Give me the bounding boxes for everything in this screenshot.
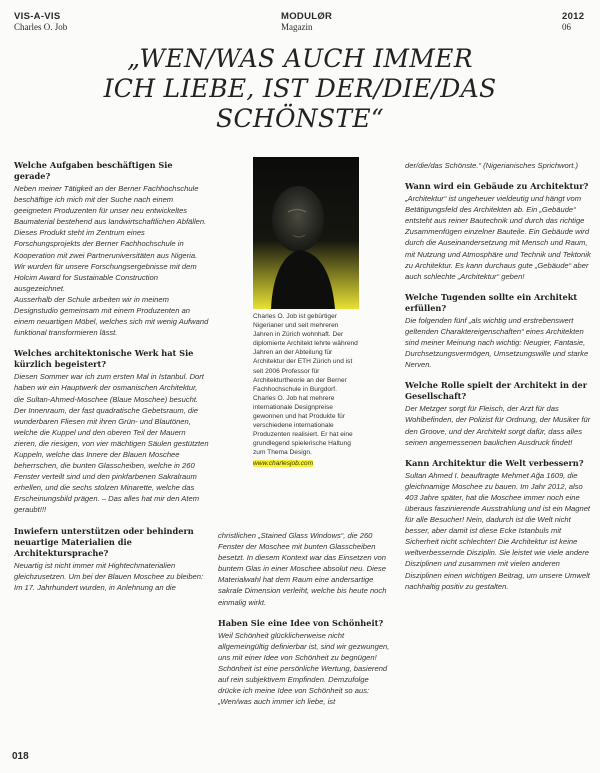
- column-middle: [218, 530, 393, 717]
- issue-number: 06: [562, 22, 571, 32]
- question-3: Inwiefern unterstützen oder behindern neuartige Materialien die Architektursprache?: [14, 525, 194, 558]
- answer-4-continued: der/die/das Schönste.“ (Nigerianisches Sprichwort.): [405, 161, 579, 170]
- answer-1b: Ausserhalb der Schule arbeiten wir in meinem Designstudio gemeinsam mit einem Produzenten an einem neuartigen Möbel, welches sich mit wenig Aufwand funktional transformieren lässt.: [14, 294, 209, 338]
- answer-7: Der Metzger sorgt für Fleisch, der Arzt für das Wohlbefinden, der Polizist für Ordnung, der Musiker für den Groove, und der Architekt sorgt dafür, dass alles seinen angemessenen baulichen Ausdruck findet!: [405, 404, 591, 447]
- answer-6: Die folgenden fünf „als wichtig und erstrebenswert geltenden Charaktereigenschaften“ eines Architekten sind meiner Meinung nach wichtig: Neugier, Fantasie, Durchsetzungsvermögen, Umsetzungswille und starke Nerven.: [405, 315, 589, 370]
- question-2: Welches architektonische Werk hat Sie kürzlich begeistert?: [14, 348, 194, 370]
- magazine-subtitle: Magazin: [281, 22, 313, 32]
- answer-8: Sultan Ahmed I. beauftragte Mehmet Ağa 1609, die gleichnamige Moschee zu bauen. Im Jahr 2012, also 403 Jahre später, hat die Moschee immer noch eine überaus faszinierende Ausstrahlung und ist ein Magnet für alle Besucher! Nein, dadurch ist die Welt nicht besser, aber damit ist diese Ecke Istanbuls mit Sicherheit nicht schlechter! Die Architektur ist keine weltverbessernde Disziplin. Sie leistet wie viele andere Disziplinen und zusammen mit vielen anderen Disziplinen einen wichtigen Beitrag, um unsere Umwelt nachhaltig positiv zu gestalten.: [405, 470, 591, 591]
- question-1: Welche Aufgaben beschäftigen Sie gerade?: [14, 160, 173, 181]
- answer-1: Neben meiner Tätigkeit an der Berner Fachhochschule beschäftige ich mich mit der Suche nach einem geeigneten Produzenten für unser neu entwickeltes Baumaterial bestehend aus landwirtschaftlichen Abfällen. Dieses Produkt steht im Zentrum eines Forschungsprojekts der Berner Fachhochschule in Kooperation mit zwei Partneruniversitäten aus Nigeria. Wir wurden für unsere Forschungsergebnisse mit dem Holcim Award for Sustainable Construction ausgezeichnet.: [14, 184, 207, 293]
- bio-caption: [253, 312, 359, 468]
- portrait-photo: [253, 157, 359, 309]
- author-name: Charles O. Job: [14, 22, 68, 32]
- website-link[interactable]: www.charlesjob.com: [253, 459, 314, 467]
- headline: [60, 44, 540, 134]
- answer-3: Neuartig ist nicht immer mit Hightechmaterialien gleichzusetzen. Um bei der Blauen Moschee zu bleiben: Im 17. Jahrhundert wurden, in Anlehnung an die: [14, 560, 204, 592]
- answer-3-continued: christlichen „Stained Glass Windows“, die 260 Fenster der Moschee mit bunten Glasscheiben besetzt. In diesem Kontext war das Einsetzen von buntem Glas in einer Moschee absolut neu. Diese Materialwahl hat dem Raum eine andersartige sakrale Dimension verleiht, welche bis heute noch einmalig wirkt.: [218, 531, 387, 607]
- answer-5: „Architektur“ ist ungeheuer vieldeutig und hängt vom Betätigungsfeld des Architekten ab. Ein „Gebäude“ entsteht aus reiner Bautechnik und durch das richtige Zusammenfügen einzelner Bauteile. Ein Gebäude wird durch die Auseinandersetzung mit Mensch und Raum, mit Nutzung und Atmosphäre und Technik und Tektonik zu Architektur. Es kann durchaus gute „Gebäude“ aber auch schlechte „Architektur“ geben!: [405, 194, 591, 281]
- question-6: Welche Tugenden sollte ein Architekt erfüllen?: [405, 291, 578, 313]
- column-left: [14, 160, 209, 603]
- portrait-image: [253, 157, 359, 309]
- answer-4: Weil Schönheit glücklicherweise nicht allgemeingültig definierbar ist, sind wir gezwungen, uns mit einer Idee von Schönheit zu begnügen! Schönheit ist eine persönliche Wertung, basierend auf rein subjektivem Empfinden. Demzufolge drücke ich meine Idee von Schönheit so aus: „Wen/was auch immer ich liebe, ist: [218, 630, 390, 707]
- issue-year: 2012: [562, 11, 585, 22]
- answer-2: Diesen Sommer war ich zum ersten Mal in Istanbul. Dort haben wir ein Hauptwerk der osmanischen Architektur, die Sultan-Ahmed-Moschee (Blaue Moschee) besucht. Der Innenraum, der fast quadratische Gebetsraum, die wunderbaren Fliesen mit ihren Grün- und Blautönen, welche die Kuppel und den oberen Teil der Mauern zieren, die riesigen, von vier mächtigen Säulen gestützten Kuppeln, welche das Innere der Blauen Moschee beherrschen, die bunten Glasscheiben, welche in 260 Fenster verteilt sind und den pinkfarbenen Sakralraum erhellen, und die sechs stolzen Minarette, welche das Erscheinungsbild prägen. – Das alles hat mir den Atem geraubt!!!: [14, 372, 209, 515]
- headline-line-3: SCHÖNSTE“: [216, 104, 384, 133]
- page-number: 018: [12, 751, 29, 762]
- magazine-name: MODULØR: [281, 11, 333, 22]
- section-label: VIS-A-VIS: [14, 11, 61, 22]
- headline-line-2: ICH LIEBE, IST DER/DIE/DAS: [103, 74, 497, 103]
- question-8: Kann Architektur die Welt verbessern?: [405, 457, 584, 468]
- bio-text: Charles O. Job ist gebürtiger Nigerianer und seit mehreren Jahren in Zürich wohnhaft. Der diplomierte Architekt lehrte während Jahren an der Abteilung für Architektur der ETH Zürich und ist seit 2006 Professor für Architekturtheorie an der Berner Fachhochschule in Burgdorf. Charles O. Job hat mehrere internationale Designpreise gewonnen und hat Produkte für verschiedene internationale Produzenten realisiert. Er hat eine grundlegend spielerische Haltung zum Thema Design.: [253, 313, 358, 457]
- headline-line-1: „WEN/WAS AUCH IMMER: [127, 44, 473, 73]
- column-right: [405, 160, 593, 602]
- question-5: Wann wird ein Gebäude zu Architektur?: [405, 181, 589, 192]
- question-7: Welche Rolle spielt der Architekt in der Gesellschaft?: [405, 380, 588, 402]
- question-4: Haben Sie eine Idee von Schönheit?: [218, 617, 384, 628]
